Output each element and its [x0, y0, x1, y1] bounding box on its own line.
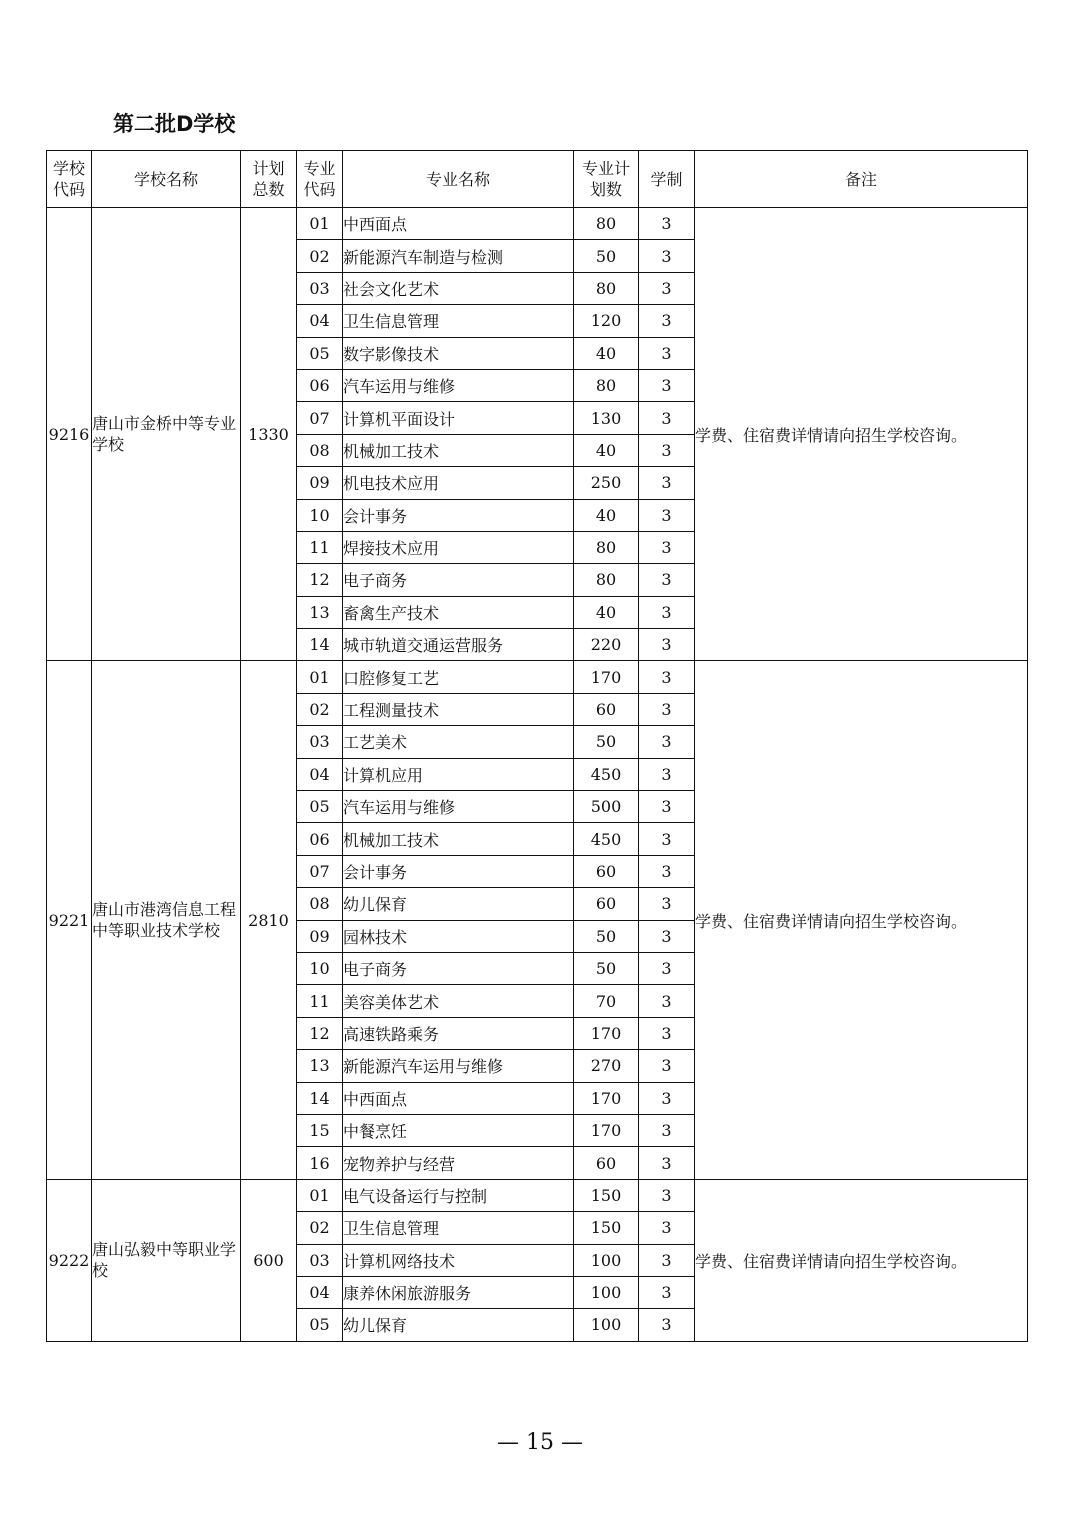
- major-plan-cell: 100: [574, 1244, 639, 1276]
- major-code-cell: 09: [297, 920, 343, 952]
- major-code-cell: 10: [297, 952, 343, 984]
- major-name-cell: 园林技术: [343, 920, 574, 952]
- major-name-cell: 新能源汽车运用与维修: [343, 1050, 574, 1082]
- duration-cell: 3: [639, 1050, 695, 1082]
- school-code-cell: 9216: [47, 208, 92, 661]
- major-plan-cell: 270: [574, 1050, 639, 1082]
- major-name-cell: 高速铁路乘务: [343, 1017, 574, 1049]
- major-name-cell: 康养休闲旅游服务: [343, 1276, 574, 1308]
- major-name-cell: 会计事务: [343, 499, 574, 531]
- major-name-cell: 城市轨道交通运营服务: [343, 629, 574, 661]
- major-name-cell: 电气设备运行与控制: [343, 1179, 574, 1211]
- major-plan-cell: 120: [574, 305, 639, 337]
- major-plan-cell: 450: [574, 823, 639, 855]
- major-plan-cell: 80: [574, 531, 639, 563]
- major-plan-cell: 130: [574, 402, 639, 434]
- major-plan-cell: 50: [574, 952, 639, 984]
- major-name-cell: 工程测量技术: [343, 693, 574, 725]
- header-major-name: 专业名称: [343, 151, 574, 208]
- major-code-cell: 05: [297, 337, 343, 369]
- major-name-cell: 数字影像技术: [343, 337, 574, 369]
- duration-cell: 3: [639, 369, 695, 401]
- major-plan-cell: 500: [574, 791, 639, 823]
- major-code-cell: 01: [297, 1179, 343, 1211]
- major-code-cell: 08: [297, 434, 343, 466]
- duration-cell: 3: [639, 1309, 695, 1341]
- major-name-cell: 计算机平面设计: [343, 402, 574, 434]
- duration-cell: 3: [639, 629, 695, 661]
- major-code-cell: 15: [297, 1114, 343, 1146]
- major-plan-cell: 60: [574, 693, 639, 725]
- major-plan-cell: 80: [574, 564, 639, 596]
- major-plan-cell: 80: [574, 369, 639, 401]
- major-plan-cell: 40: [574, 596, 639, 628]
- major-name-cell: 宠物养护与经营: [343, 1147, 574, 1179]
- major-plan-cell: 150: [574, 1212, 639, 1244]
- major-code-cell: 12: [297, 1017, 343, 1049]
- major-plan-cell: 50: [574, 920, 639, 952]
- major-plan-cell: 60: [574, 855, 639, 887]
- note-cell: 学费、住宿费详情请向招生学校咨询。: [695, 1179, 1028, 1341]
- major-name-cell: 会计事务: [343, 855, 574, 887]
- major-plan-cell: 50: [574, 240, 639, 272]
- table-row: [47, 1179, 1028, 1211]
- duration-cell: 3: [639, 952, 695, 984]
- major-plan-cell: 50: [574, 726, 639, 758]
- duration-cell: 3: [639, 693, 695, 725]
- major-name-cell: 机电技术应用: [343, 467, 574, 499]
- major-name-cell: 中餐烹饪: [343, 1114, 574, 1146]
- major-plan-cell: 100: [574, 1309, 639, 1341]
- major-plan-cell: 40: [574, 499, 639, 531]
- duration-cell: 3: [639, 240, 695, 272]
- major-code-cell: 05: [297, 1309, 343, 1341]
- table-row: [47, 661, 1028, 693]
- major-name-cell: 汽车运用与维修: [343, 791, 574, 823]
- duration-cell: 3: [639, 985, 695, 1017]
- major-code-cell: 06: [297, 369, 343, 401]
- major-name-cell: 美容美体艺术: [343, 985, 574, 1017]
- major-name-cell: 焊接技术应用: [343, 531, 574, 563]
- major-code-cell: 09: [297, 467, 343, 499]
- major-code-cell: 11: [297, 531, 343, 563]
- major-name-cell: 口腔修复工艺: [343, 661, 574, 693]
- page-title: 第二批D学校: [113, 112, 236, 136]
- major-code-cell: 10: [297, 499, 343, 531]
- major-name-cell: 电子商务: [343, 564, 574, 596]
- enrollment-plan-table: [46, 150, 1028, 1342]
- major-name-cell: 新能源汽车制造与检测: [343, 240, 574, 272]
- major-plan-cell: 450: [574, 758, 639, 790]
- duration-cell: 3: [639, 758, 695, 790]
- school-name-cell: 唐山市港湾信息工程中等职业技术学校: [92, 661, 241, 1179]
- major-code-cell: 04: [297, 1276, 343, 1308]
- table-body: [47, 208, 1028, 1342]
- header-major-code: 专业代码: [297, 151, 343, 208]
- major-name-cell: 幼儿保育: [343, 888, 574, 920]
- school-code-cell: 9222: [47, 1179, 92, 1341]
- major-name-cell: 卫生信息管理: [343, 1212, 574, 1244]
- school-code-cell: 9221: [47, 661, 92, 1179]
- header-major-plan: 专业计划数: [574, 151, 639, 208]
- duration-cell: 3: [639, 1244, 695, 1276]
- duration-cell: 3: [639, 596, 695, 628]
- major-code-cell: 04: [297, 305, 343, 337]
- header-plan-total: 计划总数: [241, 151, 297, 208]
- duration-cell: 3: [639, 1276, 695, 1308]
- major-plan-cell: 150: [574, 1179, 639, 1211]
- major-code-cell: 08: [297, 888, 343, 920]
- major-code-cell: 06: [297, 823, 343, 855]
- duration-cell: 3: [639, 208, 695, 240]
- header-school-code: 学校代码: [47, 151, 92, 208]
- duration-cell: 3: [639, 564, 695, 596]
- major-code-cell: 14: [297, 629, 343, 661]
- major-plan-cell: 220: [574, 629, 639, 661]
- duration-cell: 3: [639, 791, 695, 823]
- major-plan-cell: 60: [574, 888, 639, 920]
- school-name-cell: 唐山弘毅中等职业学校: [92, 1179, 241, 1341]
- school-total-cell: 600: [241, 1179, 297, 1341]
- duration-cell: 3: [639, 467, 695, 499]
- major-code-cell: 03: [297, 272, 343, 304]
- major-code-cell: 02: [297, 1212, 343, 1244]
- duration-cell: 3: [639, 661, 695, 693]
- major-name-cell: 幼儿保育: [343, 1309, 574, 1341]
- duration-cell: 3: [639, 1147, 695, 1179]
- major-code-cell: 02: [297, 693, 343, 725]
- major-code-cell: 12: [297, 564, 343, 596]
- duration-cell: 3: [639, 888, 695, 920]
- major-plan-cell: 100: [574, 1276, 639, 1308]
- major-code-cell: 02: [297, 240, 343, 272]
- major-plan-cell: 70: [574, 985, 639, 1017]
- major-name-cell: 卫生信息管理: [343, 305, 574, 337]
- major-name-cell: 社会文化艺术: [343, 272, 574, 304]
- duration-cell: 3: [639, 1179, 695, 1211]
- duration-cell: 3: [639, 337, 695, 369]
- major-code-cell: 07: [297, 855, 343, 887]
- header-duration: 学制: [639, 151, 695, 208]
- duration-cell: 3: [639, 434, 695, 466]
- major-name-cell: 汽车运用与维修: [343, 369, 574, 401]
- duration-cell: 3: [639, 1212, 695, 1244]
- duration-cell: 3: [639, 1017, 695, 1049]
- school-name-cell: 唐山市金桥中等专业学校: [92, 208, 241, 661]
- duration-cell: 3: [639, 920, 695, 952]
- page-number: — 15 —: [497, 1430, 583, 1455]
- duration-cell: 3: [639, 402, 695, 434]
- major-plan-cell: 170: [574, 1114, 639, 1146]
- major-plan-cell: 40: [574, 434, 639, 466]
- major-code-cell: 13: [297, 596, 343, 628]
- major-code-cell: 04: [297, 758, 343, 790]
- major-code-cell: 14: [297, 1082, 343, 1114]
- major-name-cell: 中西面点: [343, 1082, 574, 1114]
- note-cell: 学费、住宿费详情请向招生学校咨询。: [695, 661, 1028, 1179]
- note-cell: 学费、住宿费详情请向招生学校咨询。: [695, 208, 1028, 661]
- table-row: [47, 208, 1028, 240]
- duration-cell: 3: [639, 499, 695, 531]
- major-code-cell: 13: [297, 1050, 343, 1082]
- major-plan-cell: 60: [574, 1147, 639, 1179]
- major-code-cell: 11: [297, 985, 343, 1017]
- major-plan-cell: 80: [574, 208, 639, 240]
- major-code-cell: 05: [297, 791, 343, 823]
- major-plan-cell: 250: [574, 467, 639, 499]
- major-plan-cell: 80: [574, 272, 639, 304]
- major-code-cell: 16: [297, 1147, 343, 1179]
- major-name-cell: 畜禽生产技术: [343, 596, 574, 628]
- duration-cell: 3: [639, 855, 695, 887]
- major-plan-cell: 170: [574, 1082, 639, 1114]
- duration-cell: 3: [639, 726, 695, 758]
- major-name-cell: 机械加工技术: [343, 823, 574, 855]
- duration-cell: 3: [639, 531, 695, 563]
- table-header-row: [47, 151, 1028, 208]
- header-school-name: 学校名称: [92, 151, 241, 208]
- major-name-cell: 中西面点: [343, 208, 574, 240]
- school-total-cell: 1330: [241, 208, 297, 661]
- major-name-cell: 工艺美术: [343, 726, 574, 758]
- major-code-cell: 03: [297, 1244, 343, 1276]
- duration-cell: 3: [639, 1082, 695, 1114]
- major-name-cell: 电子商务: [343, 952, 574, 984]
- major-name-cell: 机械加工技术: [343, 434, 574, 466]
- school-total-cell: 2810: [241, 661, 297, 1179]
- duration-cell: 3: [639, 823, 695, 855]
- major-code-cell: 01: [297, 208, 343, 240]
- duration-cell: 3: [639, 272, 695, 304]
- major-name-cell: 计算机应用: [343, 758, 574, 790]
- major-code-cell: 03: [297, 726, 343, 758]
- major-plan-cell: 170: [574, 661, 639, 693]
- major-name-cell: 计算机网络技术: [343, 1244, 574, 1276]
- duration-cell: 3: [639, 305, 695, 337]
- header-note: 备注: [695, 151, 1028, 208]
- major-code-cell: 01: [297, 661, 343, 693]
- duration-cell: 3: [639, 1114, 695, 1146]
- major-plan-cell: 40: [574, 337, 639, 369]
- major-code-cell: 07: [297, 402, 343, 434]
- major-plan-cell: 170: [574, 1017, 639, 1049]
